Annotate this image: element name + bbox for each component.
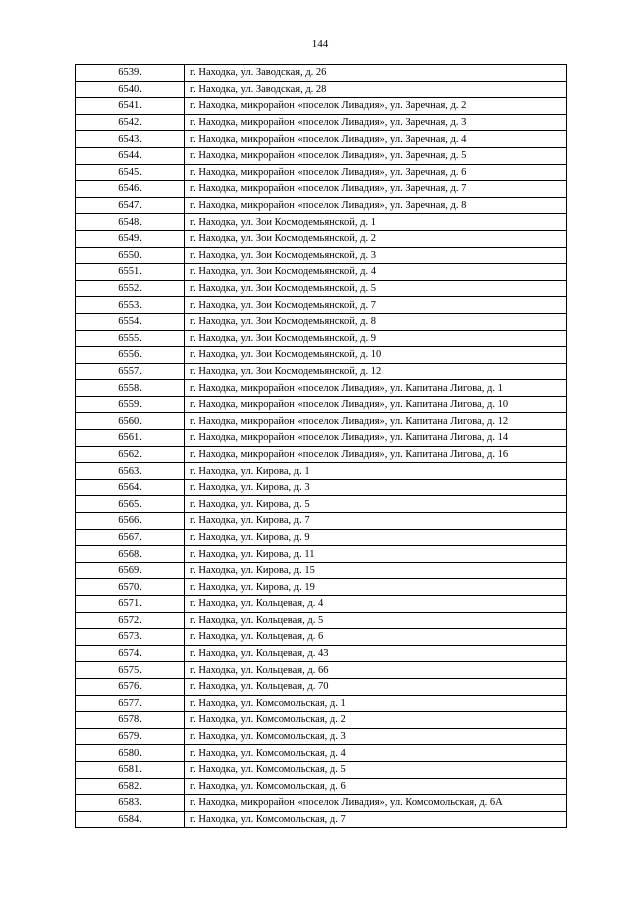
table-row bbox=[76, 446, 567, 463]
row-number: 6559. bbox=[76, 396, 185, 413]
row-number: 6583. bbox=[76, 795, 185, 812]
table-row bbox=[76, 678, 567, 695]
row-address: г. Находка, ул. Кирова, д. 5 bbox=[185, 496, 567, 513]
row-number: 6546. bbox=[76, 181, 185, 198]
row-address: г. Находка, ул. Кольцевая, д. 4 bbox=[185, 596, 567, 613]
table-row bbox=[76, 131, 567, 148]
address-table bbox=[75, 64, 567, 828]
table-row bbox=[76, 280, 567, 297]
row-number: 6539. bbox=[76, 65, 185, 82]
row-address: г. Находка, ул. Комсомольская, д. 4 bbox=[185, 745, 567, 762]
row-number: 6581. bbox=[76, 761, 185, 778]
row-number: 6551. bbox=[76, 264, 185, 281]
table-row bbox=[76, 214, 567, 231]
row-address: г. Находка, ул. Кирова, д. 9 bbox=[185, 529, 567, 546]
address-table-body bbox=[76, 65, 567, 828]
row-number: 6578. bbox=[76, 712, 185, 729]
row-address: г. Находка, ул. Кольцевая, д. 66 bbox=[185, 662, 567, 679]
row-number: 6552. bbox=[76, 280, 185, 297]
table-row bbox=[76, 413, 567, 430]
table-row bbox=[76, 65, 567, 82]
row-number: 6541. bbox=[76, 98, 185, 115]
row-address: г. Находка, ул. Кирова, д. 1 bbox=[185, 463, 567, 480]
row-address: г. Находка, ул. Комсомольская, д. 5 bbox=[185, 761, 567, 778]
row-number: 6562. bbox=[76, 446, 185, 463]
table-row bbox=[76, 778, 567, 795]
row-address: г. Находка, ул. Комсомольская, д. 2 bbox=[185, 712, 567, 729]
row-number: 6582. bbox=[76, 778, 185, 795]
row-number: 6568. bbox=[76, 546, 185, 563]
row-address: г. Находка, микрорайон «поселок Ливадия», ул. Заречная, д. 8 bbox=[185, 197, 567, 214]
row-number: 6571. bbox=[76, 596, 185, 613]
table-row bbox=[76, 181, 567, 198]
row-address: г. Находка, микрорайон «поселок Ливадия», ул. Заречная, д. 7 bbox=[185, 181, 567, 198]
row-number: 6542. bbox=[76, 114, 185, 131]
table-row bbox=[76, 363, 567, 380]
row-number: 6567. bbox=[76, 529, 185, 546]
row-number: 6580. bbox=[76, 745, 185, 762]
row-address: г. Находка, ул. Кольцевая, д. 43 bbox=[185, 645, 567, 662]
row-address: г. Находка, ул. Кирова, д. 11 bbox=[185, 546, 567, 563]
row-number: 6565. bbox=[76, 496, 185, 513]
table-row bbox=[76, 712, 567, 729]
row-address: г. Находка, микрорайон «поселок Ливадия», ул. Комсомольская, д. 6А bbox=[185, 795, 567, 812]
table-row bbox=[76, 728, 567, 745]
row-address: г. Находка, ул. Комсомольская, д. 7 bbox=[185, 811, 567, 828]
row-address: г. Находка, микрорайон «поселок Ливадия», ул. Капитана Лигова, д. 16 bbox=[185, 446, 567, 463]
table-row bbox=[76, 164, 567, 181]
row-number: 6579. bbox=[76, 728, 185, 745]
table-row bbox=[76, 612, 567, 629]
table-row bbox=[76, 695, 567, 712]
row-number: 6556. bbox=[76, 347, 185, 364]
row-number: 6554. bbox=[76, 313, 185, 330]
row-number: 6561. bbox=[76, 430, 185, 447]
table-row bbox=[76, 645, 567, 662]
row-address: г. Находка, ул. Кирова, д. 3 bbox=[185, 479, 567, 496]
row-address: г. Находка, ул. Кирова, д. 15 bbox=[185, 562, 567, 579]
table-row bbox=[76, 396, 567, 413]
table-row bbox=[76, 147, 567, 164]
table-row bbox=[76, 579, 567, 596]
row-address: г. Находка, микрорайон «поселок Ливадия», ул. Капитана Лигова, д. 1 bbox=[185, 380, 567, 397]
row-address: г. Находка, ул. Зои Космодемьянской, д. 5 bbox=[185, 280, 567, 297]
table-row bbox=[76, 380, 567, 397]
row-address: г. Находка, ул. Зои Космодемьянской, д. 7 bbox=[185, 297, 567, 314]
row-address: г. Находка, ул. Зои Космодемьянской, д. 8 bbox=[185, 313, 567, 330]
row-address: г. Находка, микрорайон «поселок Ливадия», ул. Капитана Лигова, д. 10 bbox=[185, 396, 567, 413]
row-address: г. Находка, ул. Кольцевая, д. 70 bbox=[185, 678, 567, 695]
row-address: г. Находка, ул. Комсомольская, д. 3 bbox=[185, 728, 567, 745]
row-address: г. Находка, ул. Зои Космодемьянской, д. 3 bbox=[185, 247, 567, 264]
table-row bbox=[76, 297, 567, 314]
row-number: 6577. bbox=[76, 695, 185, 712]
row-number: 6557. bbox=[76, 363, 185, 380]
row-number: 6544. bbox=[76, 147, 185, 164]
row-number: 6584. bbox=[76, 811, 185, 828]
table-row bbox=[76, 546, 567, 563]
row-address: г. Находка, микрорайон «поселок Ливадия», ул. Заречная, д. 5 bbox=[185, 147, 567, 164]
table-row bbox=[76, 596, 567, 613]
row-address: г. Находка, микрорайон «поселок Ливадия», ул. Заречная, д. 4 bbox=[185, 131, 567, 148]
row-address: г. Находка, микрорайон «поселок Ливадия», ул. Заречная, д. 3 bbox=[185, 114, 567, 131]
row-number: 6550. bbox=[76, 247, 185, 264]
table-row bbox=[76, 114, 567, 131]
row-number: 6575. bbox=[76, 662, 185, 679]
table-row bbox=[76, 463, 567, 480]
row-address: г. Находка, микрорайон «поселок Ливадия», ул. Капитана Лигова, д. 12 bbox=[185, 413, 567, 430]
row-number: 6555. bbox=[76, 330, 185, 347]
row-number: 6543. bbox=[76, 131, 185, 148]
row-number: 6547. bbox=[76, 197, 185, 214]
table-row bbox=[76, 264, 567, 281]
row-address: г. Находка, ул. Зои Космодемьянской, д. 2 bbox=[185, 230, 567, 247]
row-number: 6576. bbox=[76, 678, 185, 695]
table-row bbox=[76, 313, 567, 330]
row-address: г. Находка, ул. Кирова, д. 7 bbox=[185, 513, 567, 530]
table-row bbox=[76, 761, 567, 778]
row-address: г. Находка, ул. Зои Космодемьянской, д. 1 bbox=[185, 214, 567, 231]
table-row bbox=[76, 662, 567, 679]
table-row bbox=[76, 496, 567, 513]
row-number: 6570. bbox=[76, 579, 185, 596]
row-address: г. Находка, микрорайон «поселок Ливадия», ул. Заречная, д. 6 bbox=[185, 164, 567, 181]
table-row bbox=[76, 247, 567, 264]
row-address: г. Находка, микрорайон «поселок Ливадия», ул. Капитана Лигова, д. 14 bbox=[185, 430, 567, 447]
row-number: 6560. bbox=[76, 413, 185, 430]
row-address: г. Находка, ул. Кирова, д. 19 bbox=[185, 579, 567, 596]
row-number: 6549. bbox=[76, 230, 185, 247]
row-number: 6569. bbox=[76, 562, 185, 579]
row-address: г. Находка, ул. Зои Космодемьянской, д. 9 bbox=[185, 330, 567, 347]
row-address: г. Находка, ул. Заводская, д. 26 bbox=[185, 65, 567, 82]
row-address: г. Находка, ул. Зои Космодемьянской, д. 4 bbox=[185, 264, 567, 281]
table-row bbox=[76, 513, 567, 530]
row-number: 6540. bbox=[76, 81, 185, 98]
table-row bbox=[76, 98, 567, 115]
row-address: г. Находка, ул. Комсомольская, д. 6 bbox=[185, 778, 567, 795]
row-number: 6572. bbox=[76, 612, 185, 629]
row-address: г. Находка, ул. Зои Космодемьянской, д. 12 bbox=[185, 363, 567, 380]
row-address: г. Находка, ул. Кольцевая, д. 5 bbox=[185, 612, 567, 629]
table-row bbox=[76, 811, 567, 828]
row-number: 6566. bbox=[76, 513, 185, 530]
row-number: 6574. bbox=[76, 645, 185, 662]
page-number: 144 bbox=[311, 38, 329, 50]
table-row bbox=[76, 81, 567, 98]
table-row bbox=[76, 562, 567, 579]
row-number: 6573. bbox=[76, 629, 185, 646]
row-address: г. Находка, ул. Кольцевая, д. 6 bbox=[185, 629, 567, 646]
row-number: 6545. bbox=[76, 164, 185, 181]
row-number: 6553. bbox=[76, 297, 185, 314]
row-address: г. Находка, ул. Комсомольская, д. 1 bbox=[185, 695, 567, 712]
table-row bbox=[76, 529, 567, 546]
table-row bbox=[76, 197, 567, 214]
table-row bbox=[76, 347, 567, 364]
row-address: г. Находка, микрорайон «поселок Ливадия», ул. Заречная, д. 2 bbox=[185, 98, 567, 115]
table-row bbox=[76, 629, 567, 646]
row-number: 6563. bbox=[76, 463, 185, 480]
table-row bbox=[76, 230, 567, 247]
table-row bbox=[76, 430, 567, 447]
row-number: 6558. bbox=[76, 380, 185, 397]
table-row bbox=[76, 330, 567, 347]
table-row bbox=[76, 745, 567, 762]
row-address: г. Находка, ул. Заводская, д. 28 bbox=[185, 81, 567, 98]
table-row bbox=[76, 795, 567, 812]
row-address: г. Находка, ул. Зои Космодемьянской, д. 10 bbox=[185, 347, 567, 364]
row-number: 6564. bbox=[76, 479, 185, 496]
table-row bbox=[76, 479, 567, 496]
row-number: 6548. bbox=[76, 214, 185, 231]
